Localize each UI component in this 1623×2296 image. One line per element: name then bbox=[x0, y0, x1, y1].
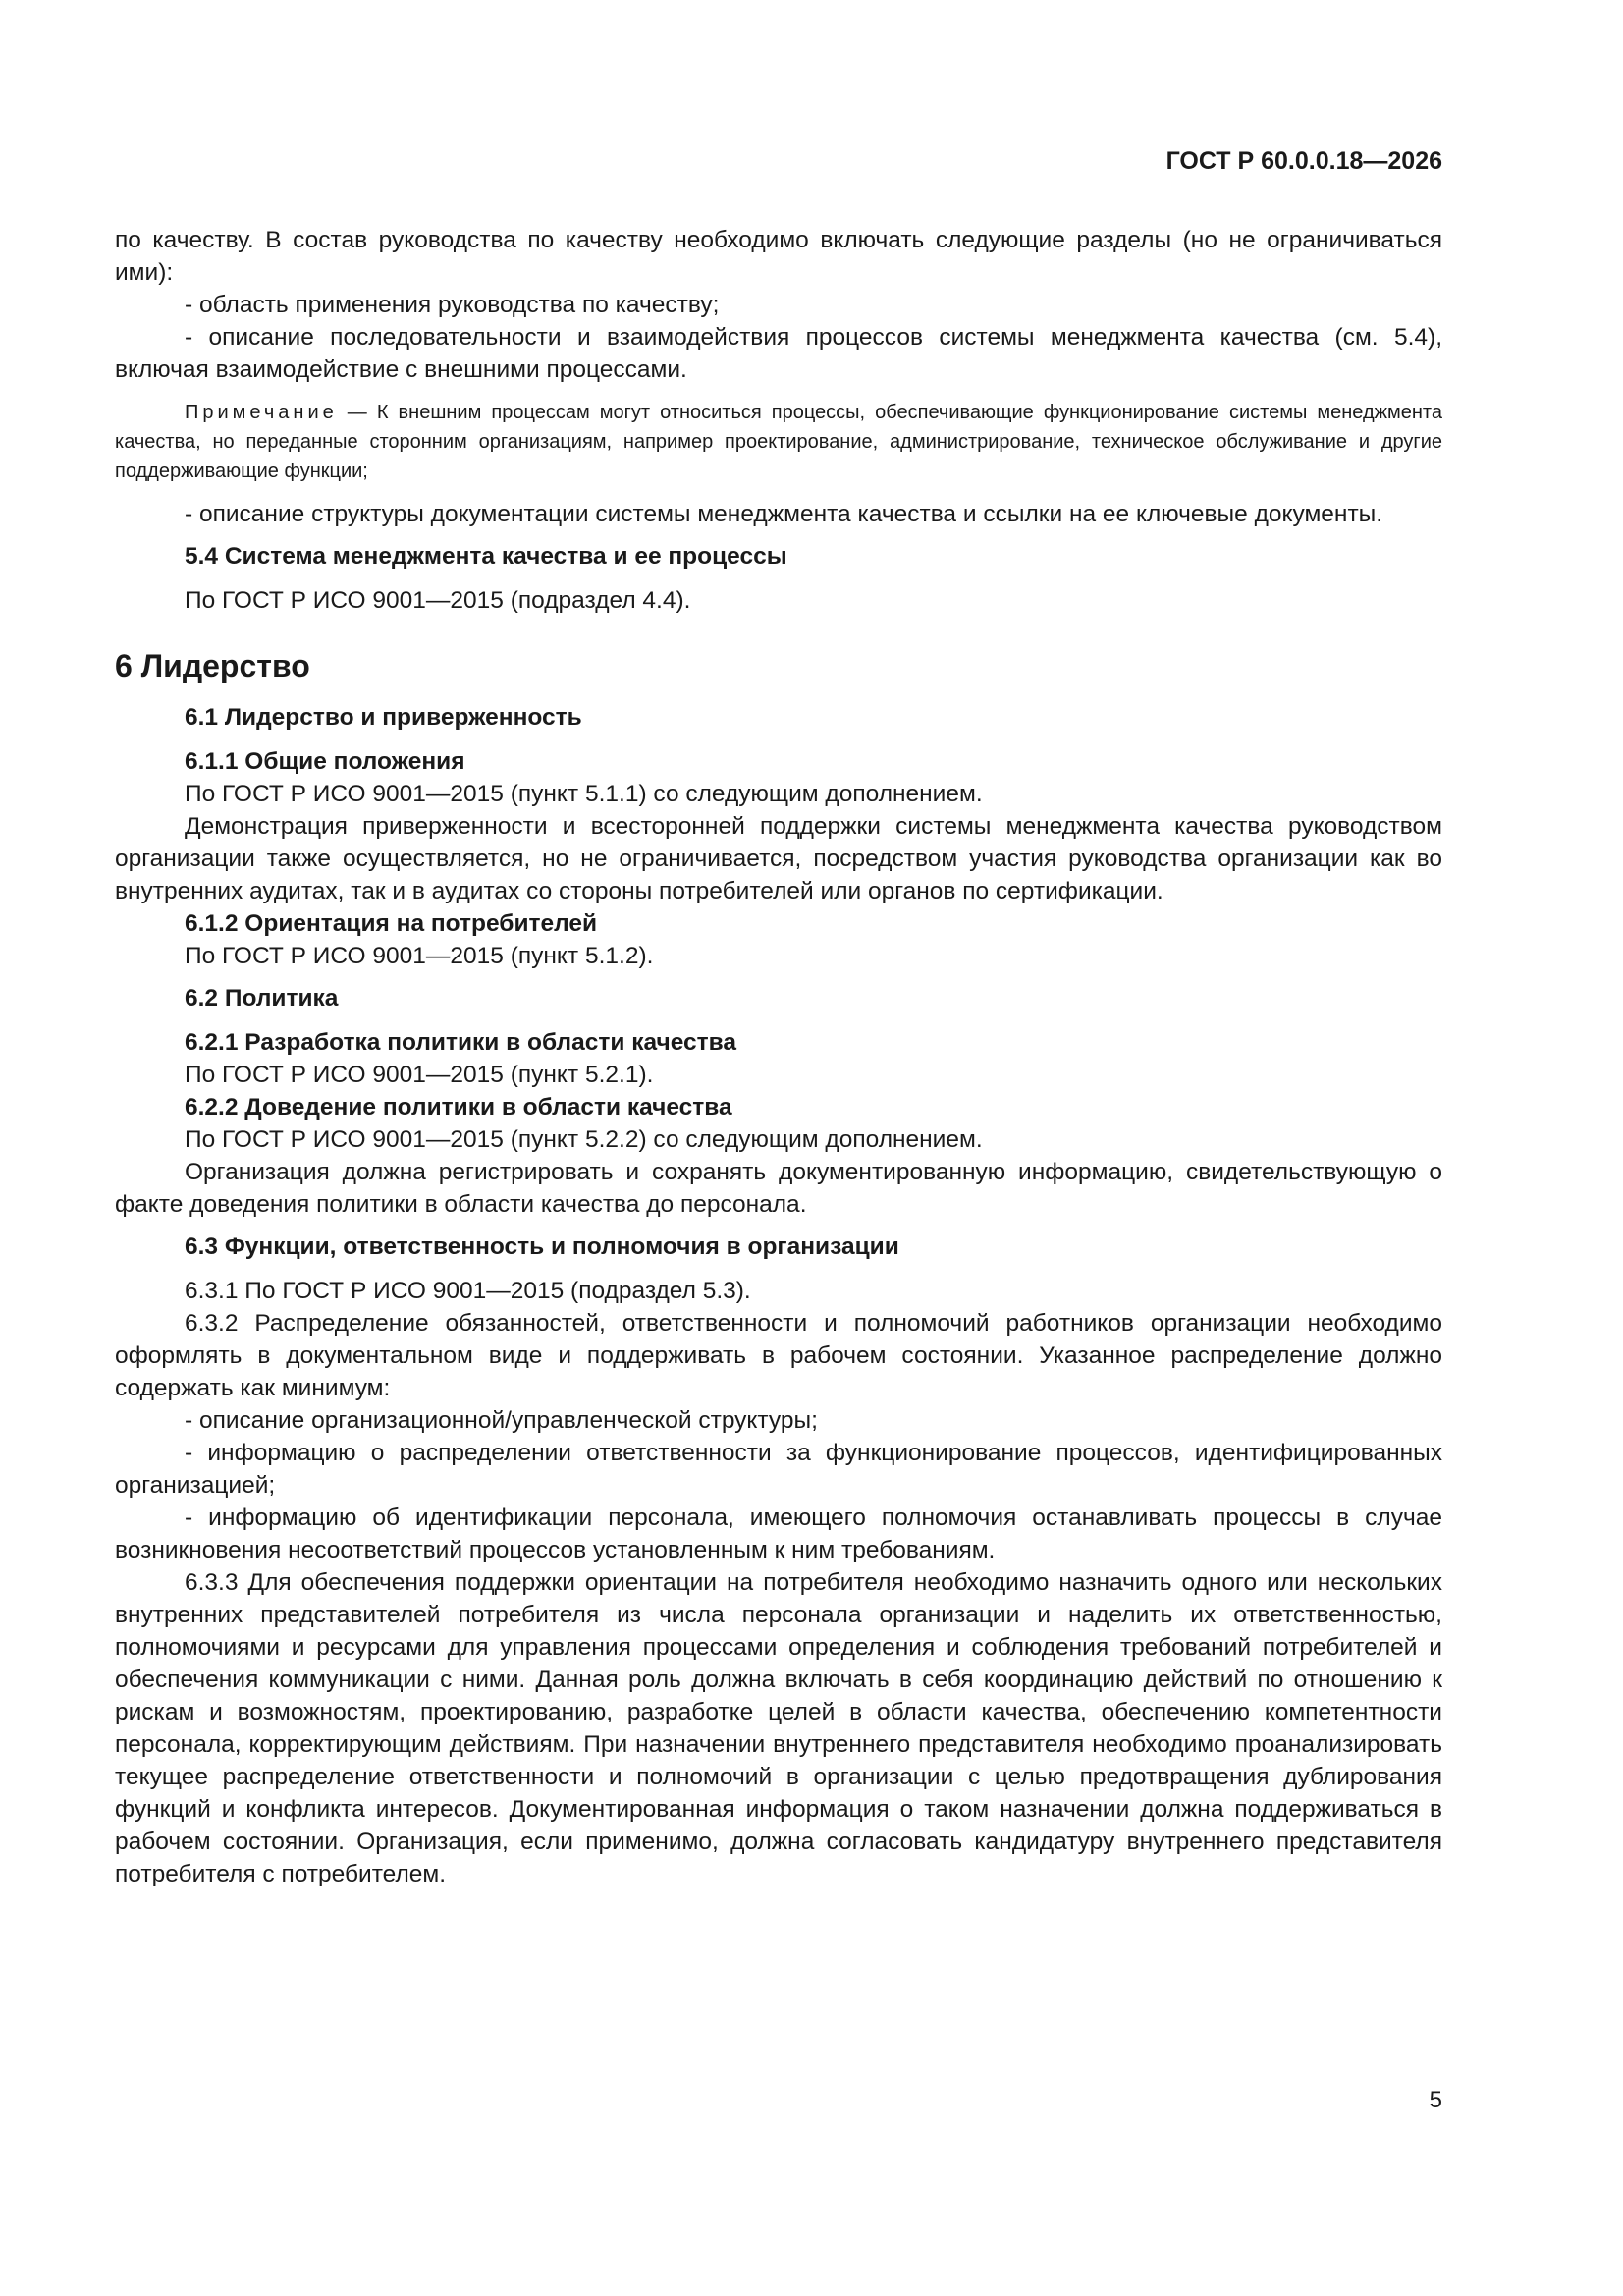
paragraph: Организация должна регистрировать и сохранять документированную информацию, свидетельствующую о факте доведения политики в области качества до персонала. bbox=[115, 1159, 1442, 1218]
paragraph: По ГОСТ Р ИСО 9001—2015 (подраздел 4.4). bbox=[185, 587, 691, 614]
section-heading-6-2: 6.2 Политика bbox=[185, 985, 339, 1011]
list-item: - описание организационной/управленческой структуры; bbox=[185, 1407, 818, 1434]
note-text: — К внешним процессам могут относиться процессы, обеспечивающие функционирование системы менеджмента качества, но переданные сторонним организациям, например проектирование, администрирование, техническое обслуживание и другие поддерживающие функции; bbox=[115, 402, 1442, 482]
paragraph: Демонстрация приверженности и всесторонней поддержки системы менеджмента качества руководством организации также осуществляется, но не ограничивается, посредством участия руководства организации как во внутренних аудитах, так и в аудитах со стороны потребителей или органов по сертификации. bbox=[115, 813, 1442, 904]
section-heading-6-3: 6.3 Функции, ответственность и полномочия в организации bbox=[185, 1233, 899, 1260]
section-heading-6-1: 6.1 Лидерство и приверженность bbox=[185, 704, 582, 731]
list-item: - описание последовательности и взаимодействия процессов системы менеджмента качества (см. 5.4), включая взаимодействие с внешними процессами. bbox=[115, 324, 1442, 383]
paragraph: По ГОСТ Р ИСО 9001—2015 (пункт 5.1.1) со следующим дополнением. bbox=[185, 781, 983, 807]
note-label: Примечание bbox=[185, 402, 338, 423]
paragraph: 6.3.3 Для обеспечения поддержки ориентации на потребителя необходимо назначить одного или нескольких внутренних представителей потребителя из числа персонала организации и наделить их ответственностью, полномочиями и ресурсами для управления процессами определения и соблюдения требований потребителей и обеспечения коммуникации с ними. Данная роль должна включать в себя координацию действий по отношению к рискам и возможностям, проектированию, разработке целей в области качества, обеспечению компетентности персонала, корректирующим действиям. При назначении внутреннего представителя необходимо проанализировать текущее распределение ответственности и полномочий в организации с целью предотвращения дублирования функций и конфликта интересов. Документированная информация о таком назначении должна поддерживаться в рабочем состоянии. Организация, если применимо, должна согласовать кандидатуру внутреннего представителя потребителя с потребителем. bbox=[115, 1569, 1442, 1887]
paragraph: По ГОСТ Р ИСО 9001—2015 (пункт 5.2.1). bbox=[185, 1062, 654, 1088]
list-item: - информацию об идентификации персонала, имеющего полномочия останавливать процессы в случае возникновения несоответствий процессов установленным к ним требованиям. bbox=[115, 1504, 1442, 1563]
page-number: 5 bbox=[1429, 2087, 1442, 2113]
paragraph: 6.3.1 По ГОСТ Р ИСО 9001—2015 (подраздел 5.3). bbox=[185, 1278, 751, 1304]
paragraph: По ГОСТ Р ИСО 9001—2015 (пункт 5.1.2). bbox=[185, 943, 654, 969]
list-item: - описание структуры документации системы менеджмента качества и ссылки на ее ключевые документы. bbox=[185, 501, 1383, 527]
subsection-heading-6-1-2: 6.1.2 Ориентация на потребителей bbox=[185, 910, 598, 937]
paragraph: 6.3.2 Распределение обязанностей, ответственности и полномочий работников организации необходимо оформлять в документальном виде и поддерживать в рабочем состоянии. Указанное распределение должно содержать как минимум: bbox=[115, 1310, 1442, 1401]
page-body bbox=[115, 224, 1442, 1890]
chapter-heading-6: 6 Лидерство bbox=[115, 648, 310, 683]
list-item: - информацию о распределении ответственности за функционирование процессов, идентифицированных организацией; bbox=[115, 1440, 1442, 1499]
paragraph: По ГОСТ Р ИСО 9001—2015 (пункт 5.2.2) со следующим дополнением. bbox=[185, 1126, 983, 1153]
subsection-heading-6-2-1: 6.2.1 Разработка политики в области качества bbox=[185, 1029, 736, 1056]
section-heading-5-4: 5.4 Система менеджмента качества и ее процессы bbox=[185, 543, 787, 570]
list-item: - область применения руководства по качеству; bbox=[185, 292, 720, 318]
paragraph: по качеству. В состав руководства по качеству необходимо включать следующие разделы (но не ограничиваться ими): bbox=[115, 227, 1442, 286]
subsection-heading-6-2-2: 6.2.2 Доведение политики в области качества bbox=[185, 1094, 732, 1121]
subsection-heading-6-1-1: 6.1.1 Общие положения bbox=[185, 748, 465, 775]
document-code: ГОСТ Р 60.0.0.18—2026 bbox=[1165, 147, 1442, 175]
note bbox=[115, 398, 1442, 486]
